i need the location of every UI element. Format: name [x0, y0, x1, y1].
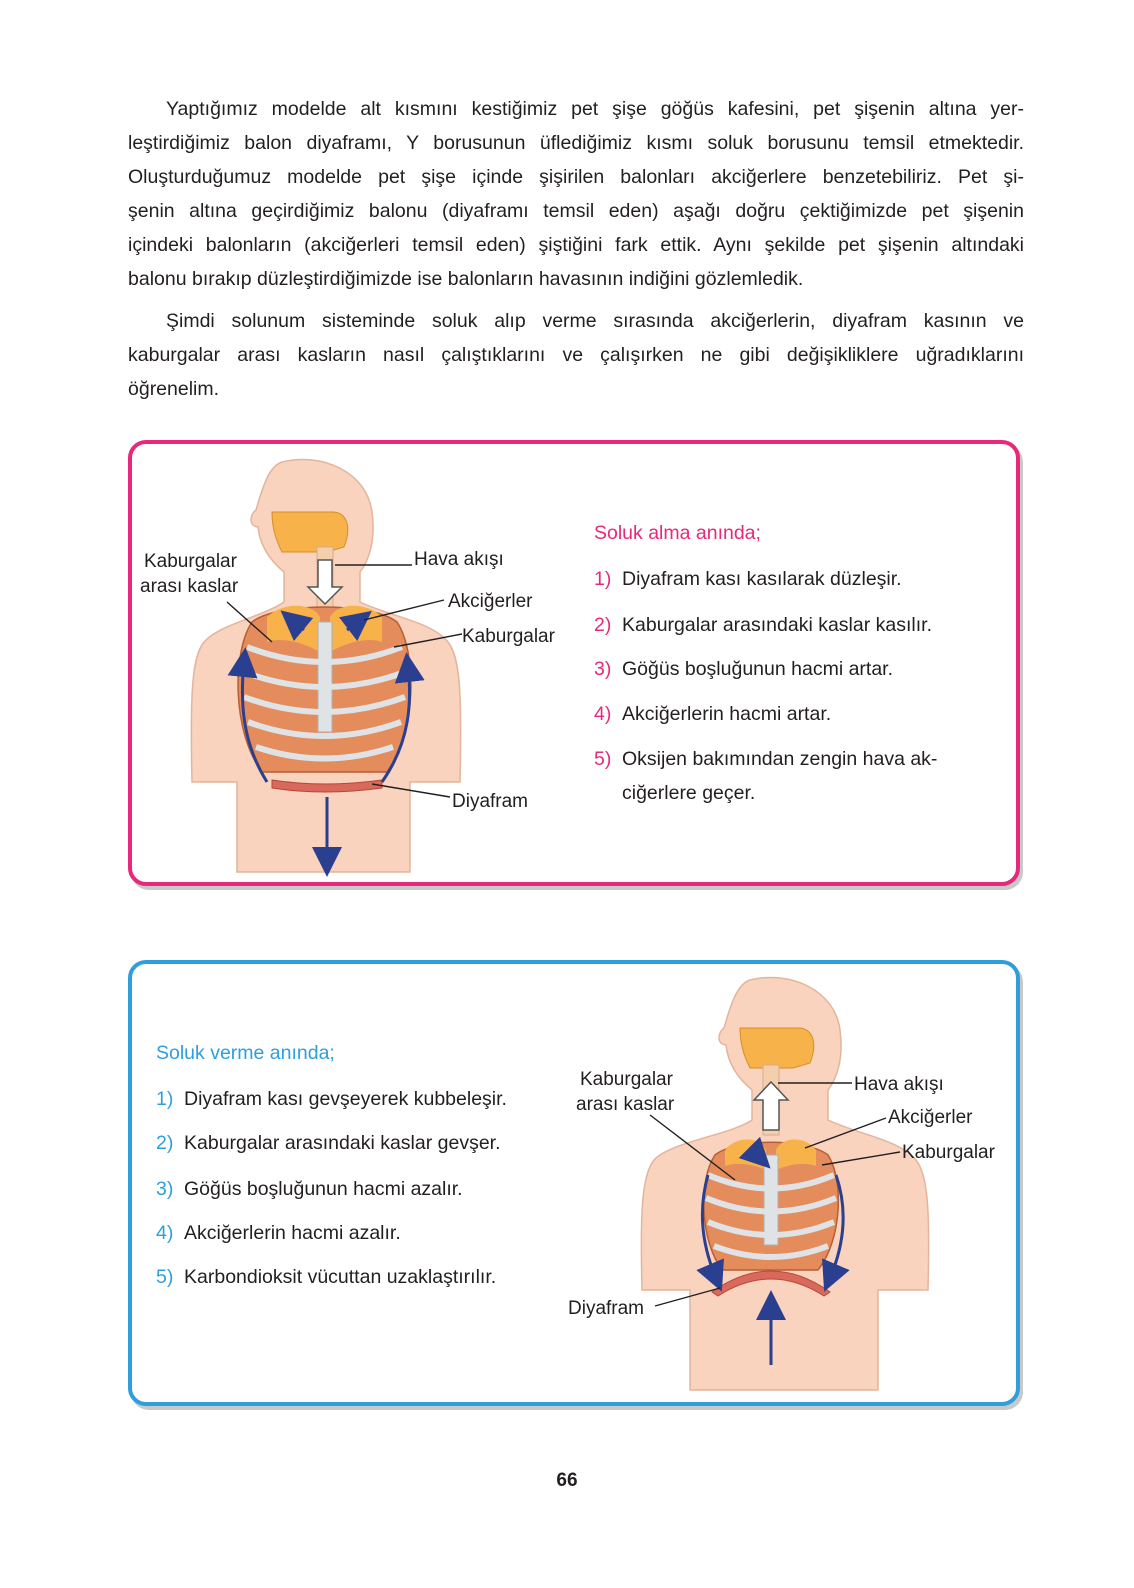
intercostal-label-2: arası kaslar [140, 576, 239, 597]
list-item: 3) Göğüs boşluğunun hacmi azalır. [156, 1178, 463, 1200]
list-item: 4) Akciğerlerin hacmi azalır. [156, 1222, 401, 1244]
paragraph-line: kaburgalar arası kasların nasıl çalıştıklarını ve çalışırken ne gibi değişikliklere uğradıklarını [128, 344, 1024, 366]
diaphragm-label: Diyafram [452, 791, 529, 812]
paragraph-line: balonu bırakıp düzleştirdiğimizde ise balonların havasının indiğini gözlemledik. [128, 268, 804, 290]
list-item: 2) Kaburgalar arasındaki kaslar kasılır. [594, 614, 932, 636]
intercostal-label: Kaburgalar [144, 551, 237, 572]
list-item: 1) Diyafram kası kasılarak düzleşir. [594, 568, 902, 590]
paragraph-line: Şimdi solunum sisteminde soluk alıp verme sırasında akciğerlerin, diyafram kasının ve [166, 310, 1024, 332]
exhale-heading: Soluk verme anında; [156, 1042, 335, 1064]
intercostal-label-2: arası kaslar [576, 1094, 675, 1115]
paragraph-line: şenin altına geçirdiğimiz balonu (diyaframı temsil eden) aşağı doğru çektiğimizde pet şişenin [128, 200, 1024, 222]
ribcage [704, 1140, 839, 1271]
intro-paragraph [128, 92, 1024, 296]
paragraph-line: Yaptığımız modelde alt kısmını kestiğimiz pet şişe göğüs kafesini, pet şişenin altına yer- [166, 98, 1024, 120]
list-item: 1) Diyafram kası gevşeyerek kubbeleşir. [156, 1088, 507, 1110]
lungs-label: Akciğerler [888, 1107, 973, 1128]
list-item: 5) Karbondioksit vücuttan uzaklaştırılır. [156, 1266, 497, 1288]
ribs-label: Kaburgalar [902, 1142, 995, 1163]
ribcage [238, 606, 411, 772]
ribs-label: Kaburgalar [462, 626, 555, 647]
paragraph-line: Oluşturduğumuz modelde pet şişe içinde şişirilen balonları akciğerlere benzetebiliriz. Pet şi- [128, 166, 1024, 188]
paragraph-line: öğrenelim. [128, 378, 220, 400]
exhale-diagram [560, 970, 1020, 1400]
paragraph-line: içindeki balonların (akciğerleri temsil eden) şiştiğini fark ettik. Aynı şekilde pet şişenin altındaki [128, 234, 1024, 256]
transition-paragraph [128, 304, 1024, 406]
list-item: 2) Kaburgalar arasındaki kaslar gevşer. [156, 1132, 501, 1154]
paragraph-line: leştirdiğimiz balon diyaframı, Y borusunun üflediğimiz kısmı soluk borusunu temsil etmektedir. [128, 132, 1024, 154]
intercostal-label: Kaburgalar [580, 1069, 673, 1090]
list-item: 3) Göğüs boşluğunun hacmi artar. [594, 658, 894, 680]
page-number: 66 [556, 1470, 578, 1491]
list-item-continuation: ciğerlere geçer. [622, 782, 756, 804]
airflow-label: Hava akışı [414, 549, 504, 570]
inhale-heading: Soluk alma anında; [594, 522, 761, 544]
diaphragm-label: Diyafram [568, 1298, 645, 1319]
list-item: 4) Akciğerlerin hacmi artar. [594, 703, 832, 725]
airflow-label: Hava akışı [854, 1074, 944, 1095]
inhale-diagram [132, 452, 582, 882]
list-item: 5) Oksijen bakımından zengin hava ak- [594, 748, 938, 770]
lungs-label: Akciğerler [448, 591, 533, 612]
